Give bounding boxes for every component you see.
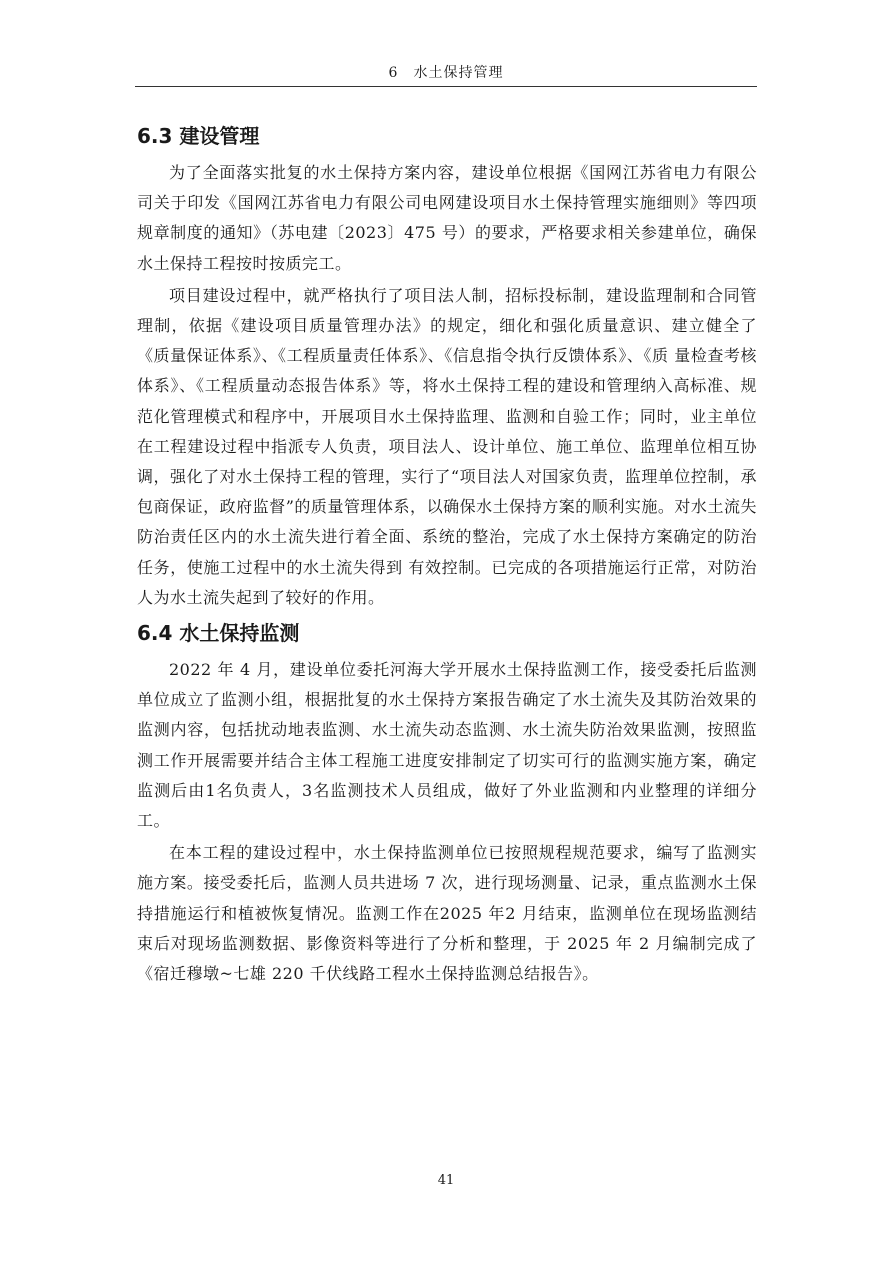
paragraph: 项目建设过程中，就严格执行了项目法人制，招标投标制，建设监理制和合同管理制，依据《建设项目质量管理办法》的规定，细化和强化质量意识、建立健全了《质量保证体系》、《工程质量责任体系》、《信息指令执行反馈体系》、《质 量检查考核体系》、《工程质量动态报告体系》等，将水土保持工程的建设和管理纳入高标准、规范化管理模式和程序中，开展项目水土保持监理、监测和自验工作；同时，业主单位在工程建设过程中指派专人负责，项目法人、设计单位、施工单位、监理单位相互协调，强化了对水土保持工程的管理，实行了“项目法人对国家负责，监理单位控制，承包商保证，政府监督”的质量管理体系，以确保水土保持方案的顺利实施。对水土流失防治责任区内的水土流失进行着全面、系统的整治，完成了水土保持方案确定的防治任务，使施工过程中的水土流失得到 有效控制。已完成的各项措施运行正常，对防治人为水土流失起到了较好的作用。 [137,285,757,607]
running-header: 6 水土保持管理 [388,65,504,81]
section-heading-6-3: 6.3 建设管理 [137,124,260,148]
page-number: 41 [437,1173,455,1188]
section-heading-6-4: 6.4 水土保持监测 [137,621,300,646]
page-body [137,116,757,989]
paragraph: 为了全面落实批复的水土保持方案内容，建设单位根据《国网江苏省电力有限公司关于印发《国网江苏省电力有限公司电网建设项目水土保持管理实施细则》等四项规章制度的通知》（苏电建〔2023〕475 号）的要求，严格要求相关参建单位，确保水土保持工程按时按质完工。 [137,163,757,273]
paragraph: 在本工程的建设过程中，水土保持监测单位已按照规程规范要求，编写了监测实施方案。接受委托后，监测人员共进场 7 次，进行现场测量、记录，重点监测水土保持措施运行和植被恢复情况。监测工作在2025 年2 月结束，监测单位在现场监测结束后对现场监测数据、影像资料等进行了分析和整理，于 2025 年 2 月编制完成了《宿迁穆墩~七雄 220 千伏线路工程水土保持监测总结报告》。 [137,843,757,984]
paragraph: 2022 年 4 月，建设单位委托河海大学开展水土保持监测工作，接受委托后监测单位成立了监测小组，根据批复的水土保持方案报告确定了水土流失及其防治效果的监测内容，包括扰动地表监测、水土流失动态监测、水土流失防治效果监测，按照监测工作开展需要并结合主体工程施工进度安排制定了切实可行的监测实施方案，确定监测后由1名负责人，3名监测技术人员组成，做好了外业监测和内业整理的详细分工。 [137,660,757,831]
header-rule [135,86,757,87]
